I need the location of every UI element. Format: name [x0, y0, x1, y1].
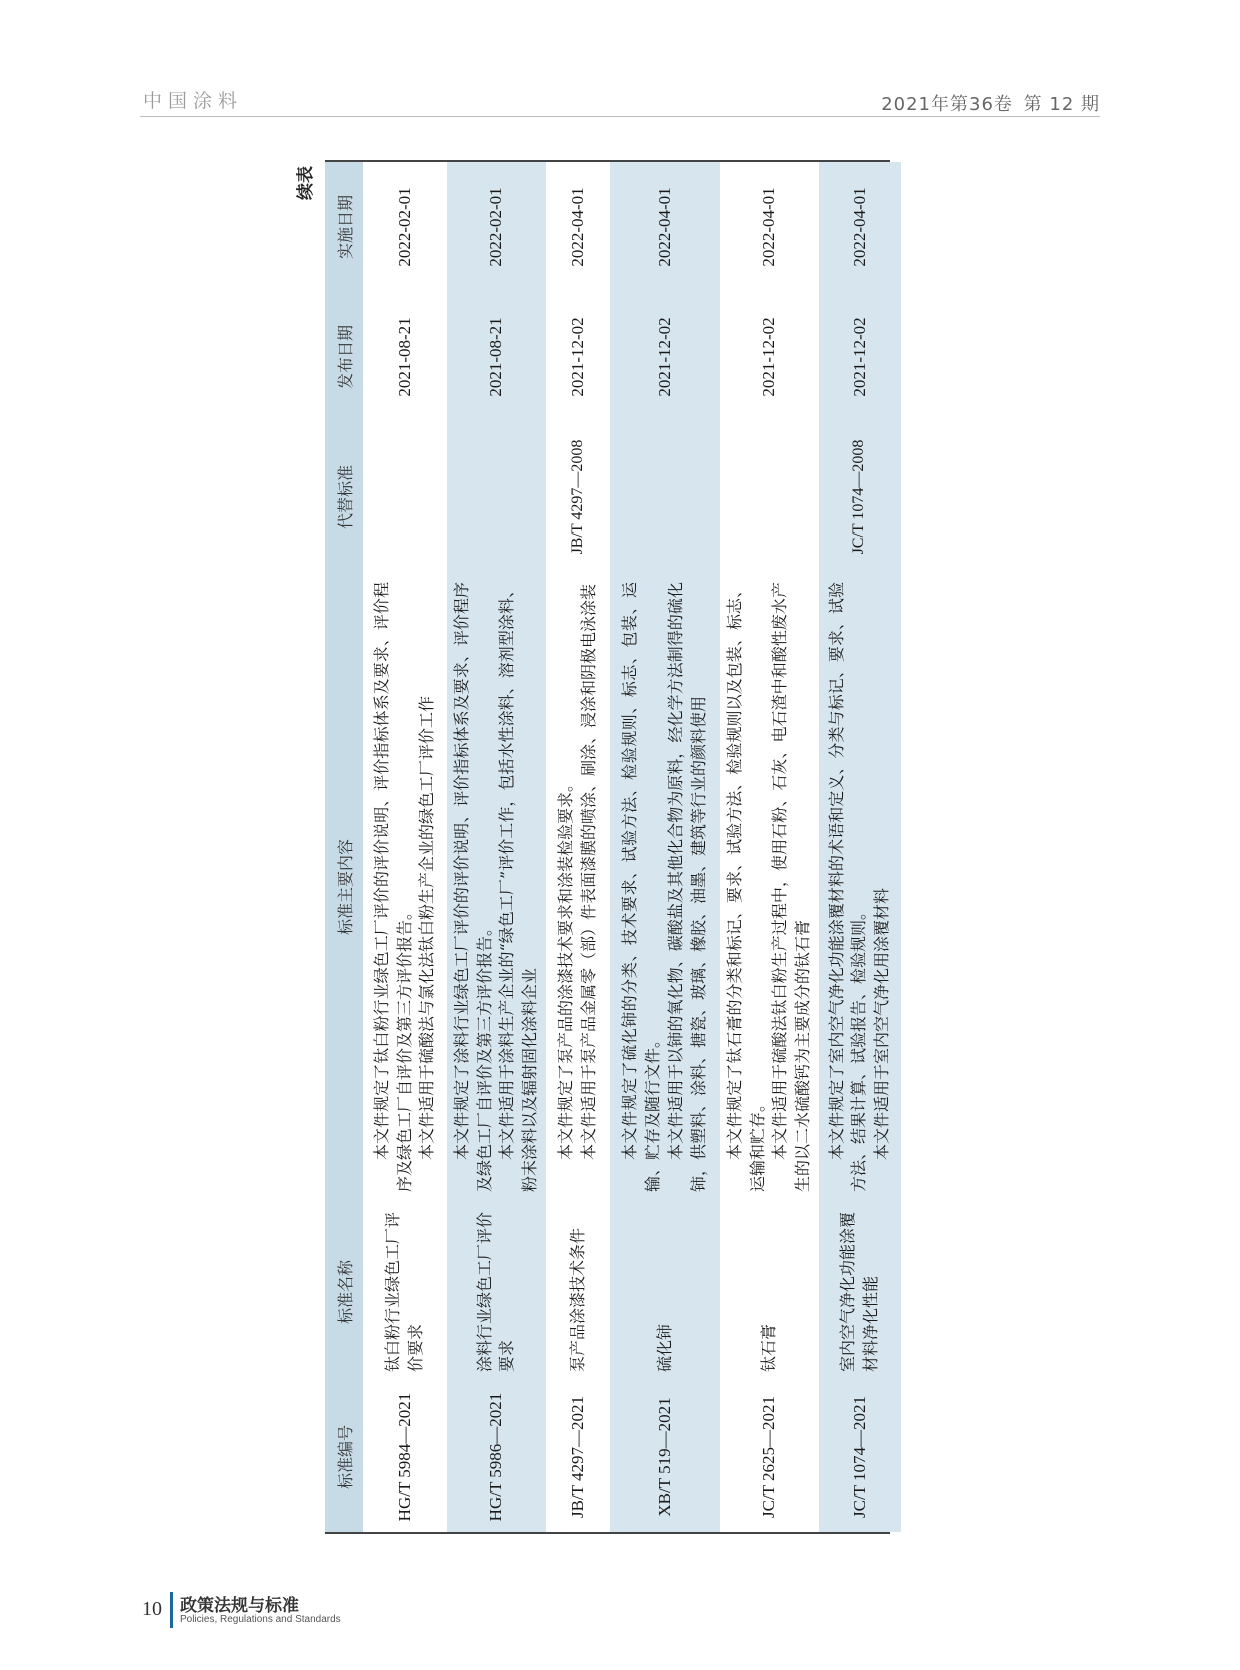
col-header-published: 发布日期: [335, 325, 355, 390]
table-row: [363, 162, 447, 1532]
standard-name: 钛石膏: [758, 1323, 778, 1372]
section-subtitle: Policies, Regulations and Standards: [180, 1614, 341, 1625]
page-number: 10: [142, 1598, 162, 1620]
standard-content: [819, 572, 901, 1202]
standard-code: JC/T 1074—2021: [849, 1396, 869, 1519]
content-paragraph: 本文件规定了钛石膏的分类和标记、要求、试验方法、检验规则以及包装、标志、运输和贮存。: [724, 582, 767, 1192]
table-row: [819, 162, 901, 1532]
replaced-standard: JB/T 4297—2008: [568, 439, 586, 555]
rotated-table-container: [296, 162, 892, 1532]
table-row: [720, 162, 819, 1532]
standard-content: [720, 572, 819, 1202]
published-date: 2021-08-21: [394, 317, 414, 397]
issue-year: 2021年第36卷: [881, 94, 1013, 115]
replaced-standard: [720, 422, 819, 572]
issue-number: 第 12 期: [1023, 94, 1100, 115]
standard-name: 泵产品涂漆技术条件: [567, 1227, 587, 1372]
standard-content: [546, 572, 610, 1202]
content-paragraph: 本文件规定了室内空气净化功能涂覆材料的术语和定义、分类与标记、要求、试验方法、结果计算、试验报告、检验规则。: [826, 582, 869, 1192]
journal-title: 中国涂料: [143, 90, 244, 112]
effective-date: 2022-04-01: [759, 187, 779, 267]
table-caption: 续表: [296, 166, 316, 200]
content-paragraph: 本文件适用于硫酸法与氯化法钛白粉生产企业的绿色工厂评价工作: [417, 695, 437, 1160]
col-header-name: 标准名称: [335, 1260, 355, 1325]
content-paragraph: 本文件规定了泵产品的涂漆技术要求和涂装检验要求。: [556, 775, 576, 1160]
content-paragraph: 本文件适用于室内空气净化用涂覆材料: [872, 887, 892, 1160]
standards-table-frame: [296, 160, 892, 1534]
effective-date: 2022-02-01: [486, 187, 506, 267]
header-divider: [140, 116, 1100, 117]
published-date: 2021-12-02: [759, 317, 779, 397]
standard-content: [363, 572, 447, 1202]
content-paragraph: 本文件规定了涂料行业绿色工厂评价的评价说明、评价指标体系及要求、评价程序及绿色工厂自评价及第三方评价报告。: [452, 582, 494, 1192]
col-header-content: 标准主要内容: [335, 839, 355, 936]
effective-date: 2022-04-01: [654, 187, 674, 267]
published-date: 2021-12-02: [654, 317, 674, 397]
standard-code: JC/T 2625—2021: [759, 1396, 779, 1519]
standard-name: 硫化铈: [654, 1323, 674, 1372]
standard-code: XB/T 519—2021: [654, 1397, 674, 1517]
standard-code: HG/T 5986—2021: [486, 1392, 506, 1522]
col-header-replaces: 代替标准: [335, 465, 355, 530]
published-date: 2021-12-02: [849, 317, 869, 397]
replaced-standard: JC/T 1074—2008: [850, 439, 868, 555]
content-paragraph: 本文件适用于硫酸法钛白粉生产过程中，使用石粉、石灰、电石渣中和酸性废水产生的以二水硫酸钙为主要成分的钛石膏: [770, 582, 813, 1192]
replaced-standard: [610, 422, 720, 572]
effective-date: 2022-04-01: [567, 187, 587, 267]
standard-code: JB/T 4297—2021: [567, 1396, 587, 1519]
content-paragraph: 本文件规定了硫化铈的分类、技术要求、试验方法、检验规则、标志、包装、运输、贮存及随行文件。: [620, 582, 663, 1192]
standard-content: [447, 572, 546, 1202]
content-paragraph: 本文件规定了钛白粉行业绿色工厂评价的评价说明、评价指标体系及要求、评价程序及绿色工厂自评价及第三方评价报告。: [371, 582, 414, 1192]
effective-date: 2022-02-01: [394, 187, 414, 267]
replaced-standard: [363, 422, 447, 572]
effective-date: 2022-04-01: [849, 187, 869, 267]
col-header-code: 标准编号: [335, 1425, 355, 1490]
content-paragraph: 本文件适用于涂料生产企业的“绿色工厂”评价工作，包括水性涂料、溶剂型涂料、粉末涂料以及辐射固化涂料企业: [497, 582, 540, 1192]
standard-name: 钛白粉行业绿色工厂评价要求: [383, 1211, 425, 1372]
footer-accent-bar: [170, 1592, 173, 1628]
published-date: 2021-08-21: [486, 317, 506, 397]
standard-content: [610, 572, 720, 1202]
content-paragraph: 本文件适用于以铈的氧化物、碳酸盐及其他化合物为原料，经化学方法制得的硫化铈，供塑料、涂料、搪瓷、玻璃、橡胶、油墨、建筑等行业的颜料使用: [665, 582, 708, 1192]
table-row: [447, 162, 546, 1532]
published-date: 2021-12-02: [567, 317, 587, 397]
section-title: 政策法规与标准: [180, 1596, 299, 1616]
content-paragraph: 本文件适用于泵产品金属零（部）件表面漆膜的喷涂、刷涂、浸涂和阴极电泳涂装: [578, 583, 598, 1160]
table-header-row: [325, 162, 363, 1532]
replaced-standard: [447, 422, 546, 572]
standard-code: HG/T 5984—2021: [394, 1392, 414, 1522]
standard-name: 涂料行业绿色工厂评价要求: [474, 1211, 517, 1372]
standards-table: [325, 162, 901, 1532]
table-row: [610, 162, 720, 1532]
table-row: [546, 162, 610, 1532]
standard-name: 室内空气净化功能涂覆材料净化性能: [838, 1211, 880, 1372]
issue-info: [877, 90, 1100, 116]
col-header-effective: 实施日期: [335, 195, 355, 260]
